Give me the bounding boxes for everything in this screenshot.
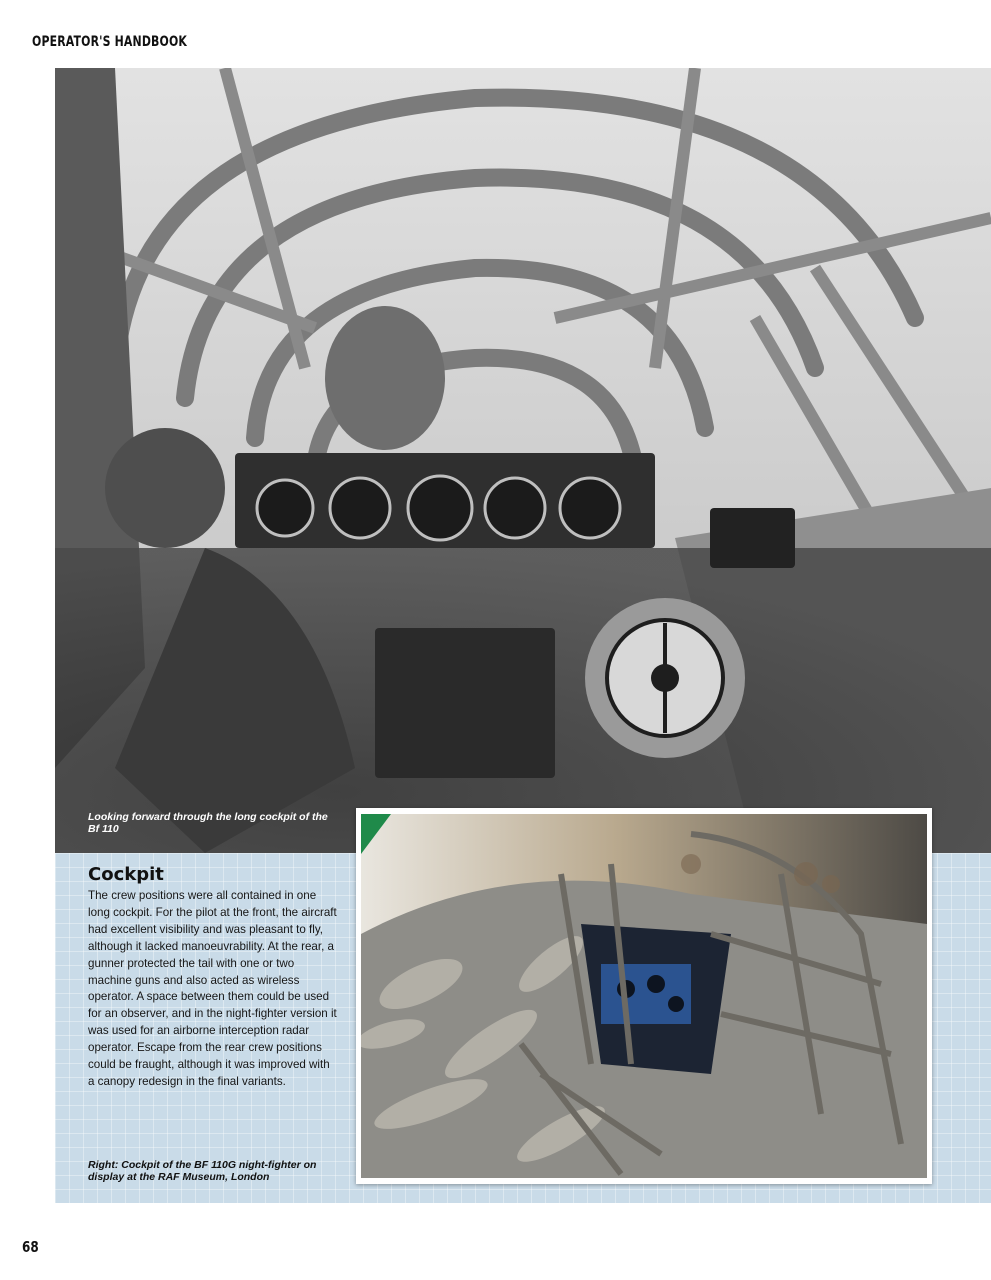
museum-cockpit-photo [361,814,927,1178]
section-body: The crew positions were all contained in one long cockpit. For the pilot at the front, the aircraft had excellent visibility and was pleasant to fly, although it lacked manoeuvrability. At the rear, a gunner protected the tail with one or two machine guns and also acted as wireless operator. A space between them could be used for an observer, and in the night-fighter version it was used for an airborne interception radar operator. Escape from the rear crew positions could be fraught, although it was improved with a canopy redesign in the final variants. [88,889,337,1088]
section-title: Cockpit [88,864,164,885]
cockpit-photo [55,68,991,853]
cockpit-photo-illustration [55,68,991,853]
caption-lead: Right: [88,1159,119,1171]
main-photo-caption: Looking forward through the long cockpit of the Bf 110 [88,811,328,835]
page-number: 68 [22,1238,39,1256]
caption-text: Cockpit of the BF 110G night-fighter on display at the RAF Museum, London [88,1159,317,1183]
inset-photo-frame [356,808,932,1184]
inset-photo-caption [88,1159,338,1183]
running-header: OPERATOR'S HANDBOOK [32,34,188,50]
museum-cockpit-illustration [361,814,927,1178]
